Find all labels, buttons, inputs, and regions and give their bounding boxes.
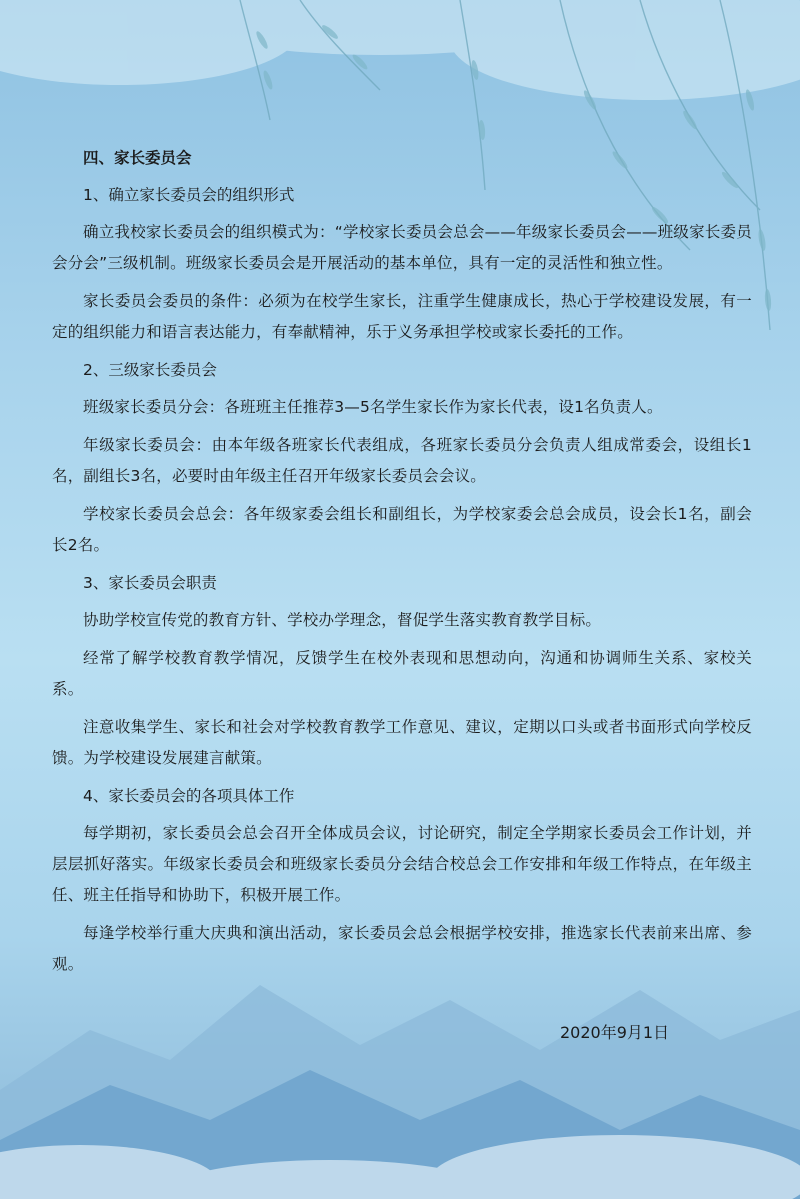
subheading-organization-form: 1、确立家长委员会的组织形式 bbox=[83, 186, 295, 204]
subheading-three-levels: 2、三级家长委员会 bbox=[83, 361, 217, 379]
paragraph-organization-model: 确立我校家长委员会的组织模式为：“学校家长委员会总会——年级家长委员会——班级家长委员会分会”三级机制。班级家长委员会是开展活动的基本单位，具有一定的灵活性和独立性。 bbox=[52, 223, 752, 272]
paragraph-work-2: 每逢学校举行重大庆典和演出活动，家长委员会总会根据学校安排，推选家长代表前来出席、参观。 bbox=[52, 924, 752, 973]
document-body bbox=[52, 143, 752, 987]
subheading-specific-work: 4、家长委员会的各项具体工作 bbox=[83, 787, 295, 805]
top-clouds bbox=[0, 0, 800, 100]
paragraph-school-committee: 学校家长委员会总会：各年级家委会组长和副组长，为学校家委会总会成员，设会长1名，副会长2名。 bbox=[52, 505, 752, 554]
paragraph-duty-2: 经常了解学校教育教学情况，反馈学生在校外表现和思想动向，沟通和协调师生关系、家校关系。 bbox=[52, 649, 752, 698]
paragraph-work-1: 每学期初，家长委员会总会召开全体成员会议，讨论研究，制定全学期家长委员会工作计划，并层层抓好落实。年级家长委员会和班级家长委员分会结合校总会工作安排和年级工作特点，在年级主任、班主任指导和协助下，积极开展工作。 bbox=[52, 824, 752, 904]
paragraph-grade-committee: 年级家长委员会：由本年级各班家长代表组成，各班家长委员分会负责人组成常委会，设组长1名，副组长3名，必要时由年级主任召开年级家长委员会会议。 bbox=[52, 436, 752, 485]
paragraph-member-conditions: 家长委员会委员的条件：必须为在校学生家长，注重学生健康成长，热心于学校建设发展，有一定的组织能力和语言表达能力，有奉献精神，乐于义务承担学校或家长委托的工作。 bbox=[52, 292, 752, 341]
section-title: 四、家长委员会 bbox=[83, 149, 192, 167]
subheading-duties: 3、家长委员会职责 bbox=[83, 574, 217, 592]
paragraph-class-committee: 班级家长委员分会：各班班主任推荐3—5名学生家长作为家长代表，设1名负责人。 bbox=[83, 398, 663, 416]
paragraph-duty-1: 协助学校宣传党的教育方针、学校办学理念，督促学生落实教育教学目标。 bbox=[83, 611, 602, 629]
document-date: 2020年9月1日 bbox=[560, 1023, 670, 1042]
paragraph-duty-3: 注意收集学生、家长和社会对学校教育教学工作意见、建议，定期以口头或者书面形式向学校反馈。为学校建设发展建言献策。 bbox=[52, 718, 752, 767]
